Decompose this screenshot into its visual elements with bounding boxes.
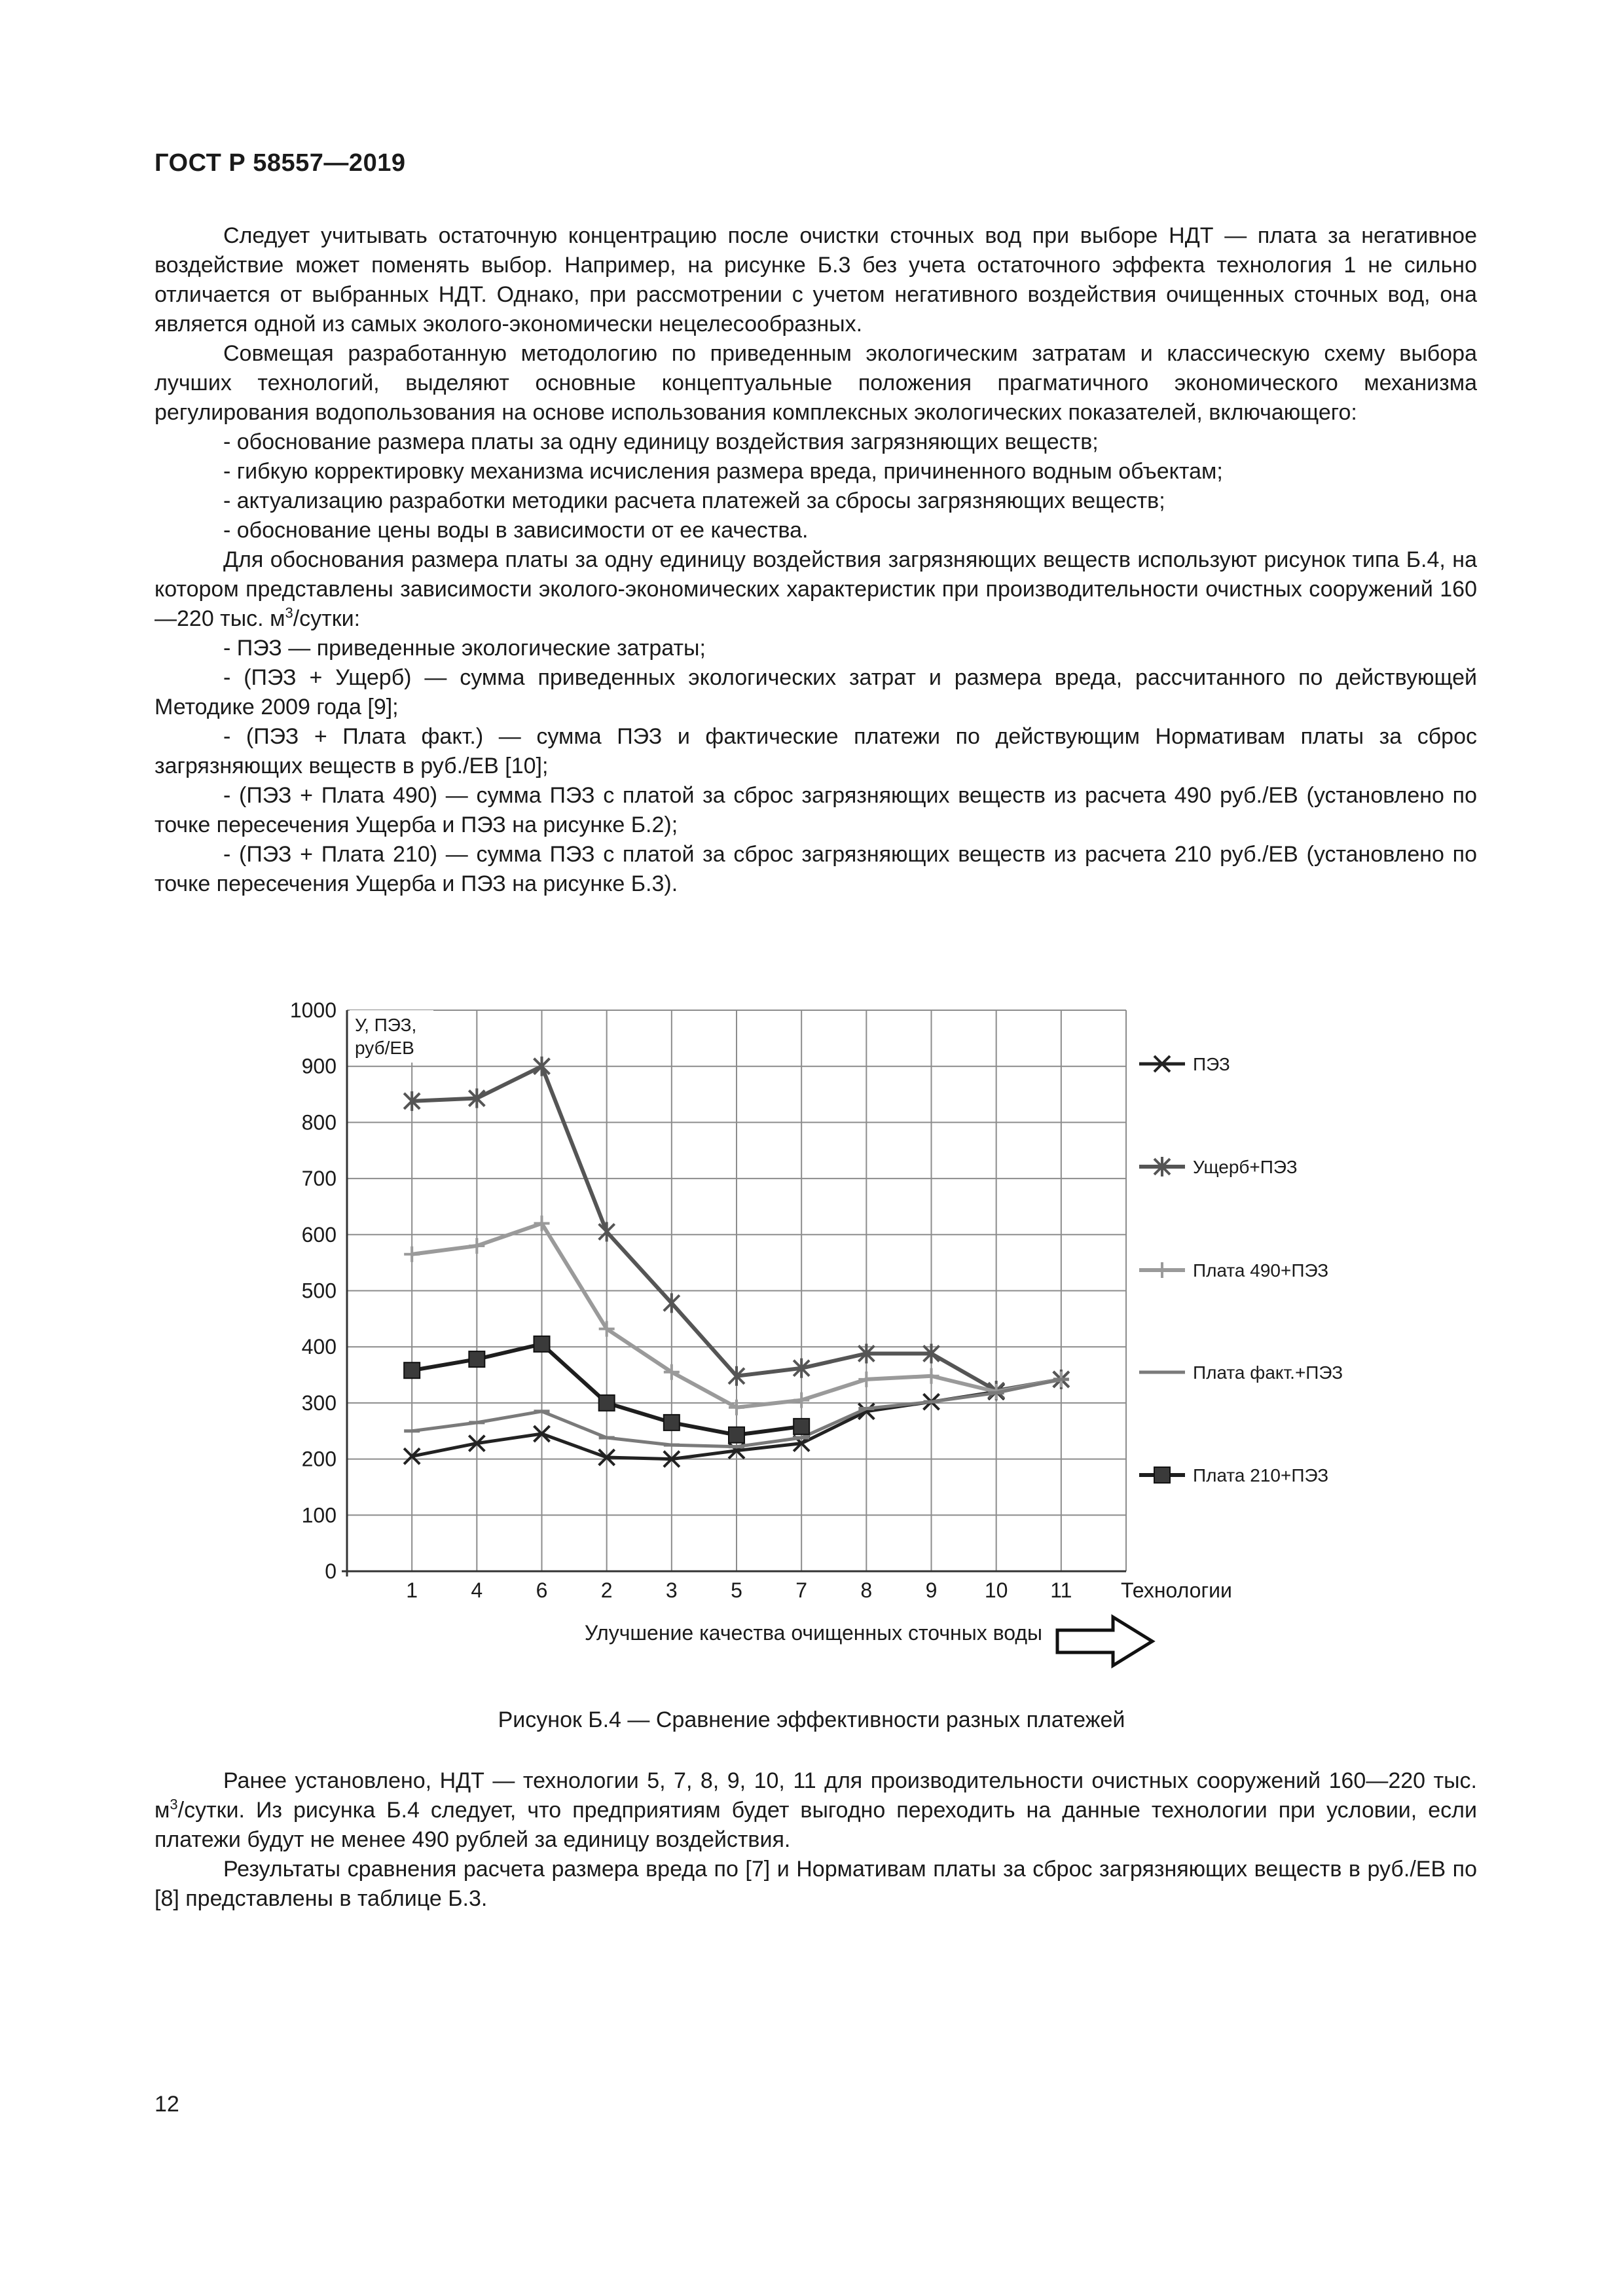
paragraph: Следует учитывать остаточную концентрацию после очистки сточных вод при выборе НДТ — плата за негативное воздействие может поменять выбор. Например, на рисунке Б.3 без учета остаточного эффекта технология 1 не сильно отличается от выбранных НДТ. Однако, при рассмотрении с учетом негативного воздействия очищенных сточных вод, она является одной из самых эколого-экономически нецелесообразных. (155, 223, 1477, 337)
legend-label: Плата 210+ПЭЗ (1193, 1465, 1329, 1485)
paragraph: Совмещая разработанную методологию по приведенным экологическим затратам и классическую схему выбора лучших технологий, выделяют основные концептуальные положения прагматичного экономического механизма регулирования водопользования на основе использования комплексных экологических показателей, включающего: (155, 341, 1477, 425)
y-tick-label: 300 (301, 1391, 337, 1415)
x-tick-label: 5 (731, 1578, 742, 1602)
paragraph: - ПЭЗ — приведенные экологические затраты; (223, 636, 706, 661)
x-tick-label: 7 (795, 1578, 808, 1602)
chart-grid (342, 1010, 1126, 1576)
y-tick-labels (290, 998, 337, 1583)
data-point (729, 1400, 744, 1415)
legend-entry (1139, 1157, 1298, 1177)
data-point (599, 1395, 615, 1411)
page-header: ГОСТ Р 58557—2019 (155, 149, 406, 177)
legend-label: Плата 490+ПЭЗ (1193, 1260, 1329, 1281)
y-tick-label: 200 (301, 1447, 337, 1471)
improvement-arrow-label: Улучшение качества очищенных сточных воды (584, 1621, 1042, 1645)
x-tick-label: 10 (984, 1578, 1008, 1602)
y-tick-label: 500 (301, 1279, 337, 1303)
y-tick-label: 900 (301, 1054, 337, 1078)
paragraph: - (ПЭЗ + Плата 210) — сумма ПЭЗ с платой за сброс загрязняющих веществ из расчета 210 руб./ЕВ (установлено по точке пересечения Ущерба и ПЭЗ на рисунке Б.3). (155, 842, 1477, 896)
y-tick-label: 600 (301, 1222, 337, 1247)
paragraph: - (ПЭЗ + Ущерб) — сумма приведенных экологических затрат и размера вреда, рассчитанного по действующей Методике 2009 года [9]; (155, 665, 1477, 720)
legend-label: ПЭЗ (1193, 1054, 1230, 1074)
x-axis-label: Технологии (1121, 1578, 1232, 1602)
data-point (469, 1238, 484, 1254)
x-tick-label: 9 (925, 1578, 938, 1602)
legend-label: Плата факт.+ПЭЗ (1193, 1362, 1343, 1383)
paragraph: Для обоснования размера платы за одну единицу воздействия загрязняющих веществ используют рисунок типа Б.4, на котором представлены зависимости эколого-экономических характеристик при производительности очистных сооружений 160—220 тыс. $м^3$/сутки: (155, 547, 1477, 631)
x-tick-label: 1 (406, 1578, 418, 1602)
data-point (793, 1393, 809, 1408)
data-point (599, 1222, 615, 1242)
paragraph: - (ПЭЗ + Плата факт.) — сумма ПЭЗ и фактические платежи по действующим Нормативам платы за сброс загрязняющих веществ в руб./ЕВ [10]; (155, 724, 1477, 778)
paragraph: Результаты сравнения расчета размера вреда по [7] и Нормативам платы за сброс загрязняющих веществ в руб./ЕВ по [8] представлены в таблице Б.3. (155, 1857, 1477, 1911)
x-tick-labels (406, 1578, 1072, 1602)
y-tick-label: 1000 (289, 998, 337, 1022)
data-point (534, 1336, 550, 1352)
paragraph: - обоснование цены воды в зависимости от ее качества. (223, 518, 809, 543)
data-point (664, 1415, 680, 1430)
paragraph: - обоснование размера платы за одну единицу воздействия загрязняющих веществ; (223, 429, 1099, 454)
chart-legend (1139, 1054, 1343, 1485)
data-point (1154, 1262, 1170, 1278)
y-tick-label: 800 (301, 1110, 337, 1135)
y-axis-label-line2: руб/ЕВ (355, 1038, 414, 1058)
data-point (664, 1293, 680, 1313)
paragraph: - актуализацию разработки методики расчета платежей за сбросы загрязняющих веществ; (223, 488, 1165, 513)
x-tick-label: 4 (471, 1578, 483, 1602)
data-point (924, 1368, 939, 1384)
data-point (469, 1351, 484, 1367)
legend-entry (1139, 1054, 1230, 1074)
y-tick-label: 100 (301, 1503, 337, 1527)
x-tick-label: 2 (600, 1578, 613, 1602)
y-tick-label: 0 (325, 1559, 337, 1583)
x-tick-label: 3 (665, 1578, 678, 1602)
legend-entry (1139, 1260, 1328, 1281)
legend-entry (1139, 1465, 1328, 1485)
paragraph: - гибкую корректировку механизма исчисления размера вреда, причиненного водным объектам; (223, 459, 1223, 484)
data-point (793, 1419, 809, 1434)
paragraph: - (ПЭЗ + Плата 490) — сумма ПЭЗ с платой за сброс загрязняющих веществ из расчета 490 руб./ЕВ (установлено по точке пересечения Ущерба и ПЭЗ на рисунке Б.2); (155, 783, 1477, 837)
page-number: 12 (155, 2092, 179, 2117)
paragraph: Ранее установлено, НДТ — технологии 5, 7, 8, 9, 10, 11 для производительности очистных сооружений 160—220 тыс. $м^3$/сутки. Из рисунка Б.4 следует, что предприятиям будет выгодно переходить на данные технологии при условии, если платежи будут не менее 490 рублей за единицу воздействия. (155, 1768, 1477, 1852)
data-point (729, 1427, 744, 1443)
y-axis-label-line1: У, ПЭЗ, (355, 1015, 417, 1035)
data-point (1154, 1467, 1170, 1483)
data-point (858, 1372, 874, 1387)
y-tick-label: 700 (301, 1167, 337, 1191)
x-tick-label: 8 (860, 1578, 873, 1602)
x-tick-label: 11 (1050, 1578, 1072, 1602)
x-tick-label: 6 (536, 1578, 548, 1602)
legend-label: Ущерб+ПЭЗ (1193, 1157, 1298, 1177)
improvement-arrow-icon (1057, 1617, 1152, 1666)
data-point (404, 1362, 420, 1378)
body-text-bottom (155, 1766, 1477, 1914)
data-point (404, 1247, 420, 1262)
figure-caption: Рисунок Б.4 — Сравнение эффективности разных платежей (498, 1707, 1125, 1732)
y-tick-label: 400 (301, 1335, 337, 1359)
legend-entry (1139, 1362, 1343, 1383)
